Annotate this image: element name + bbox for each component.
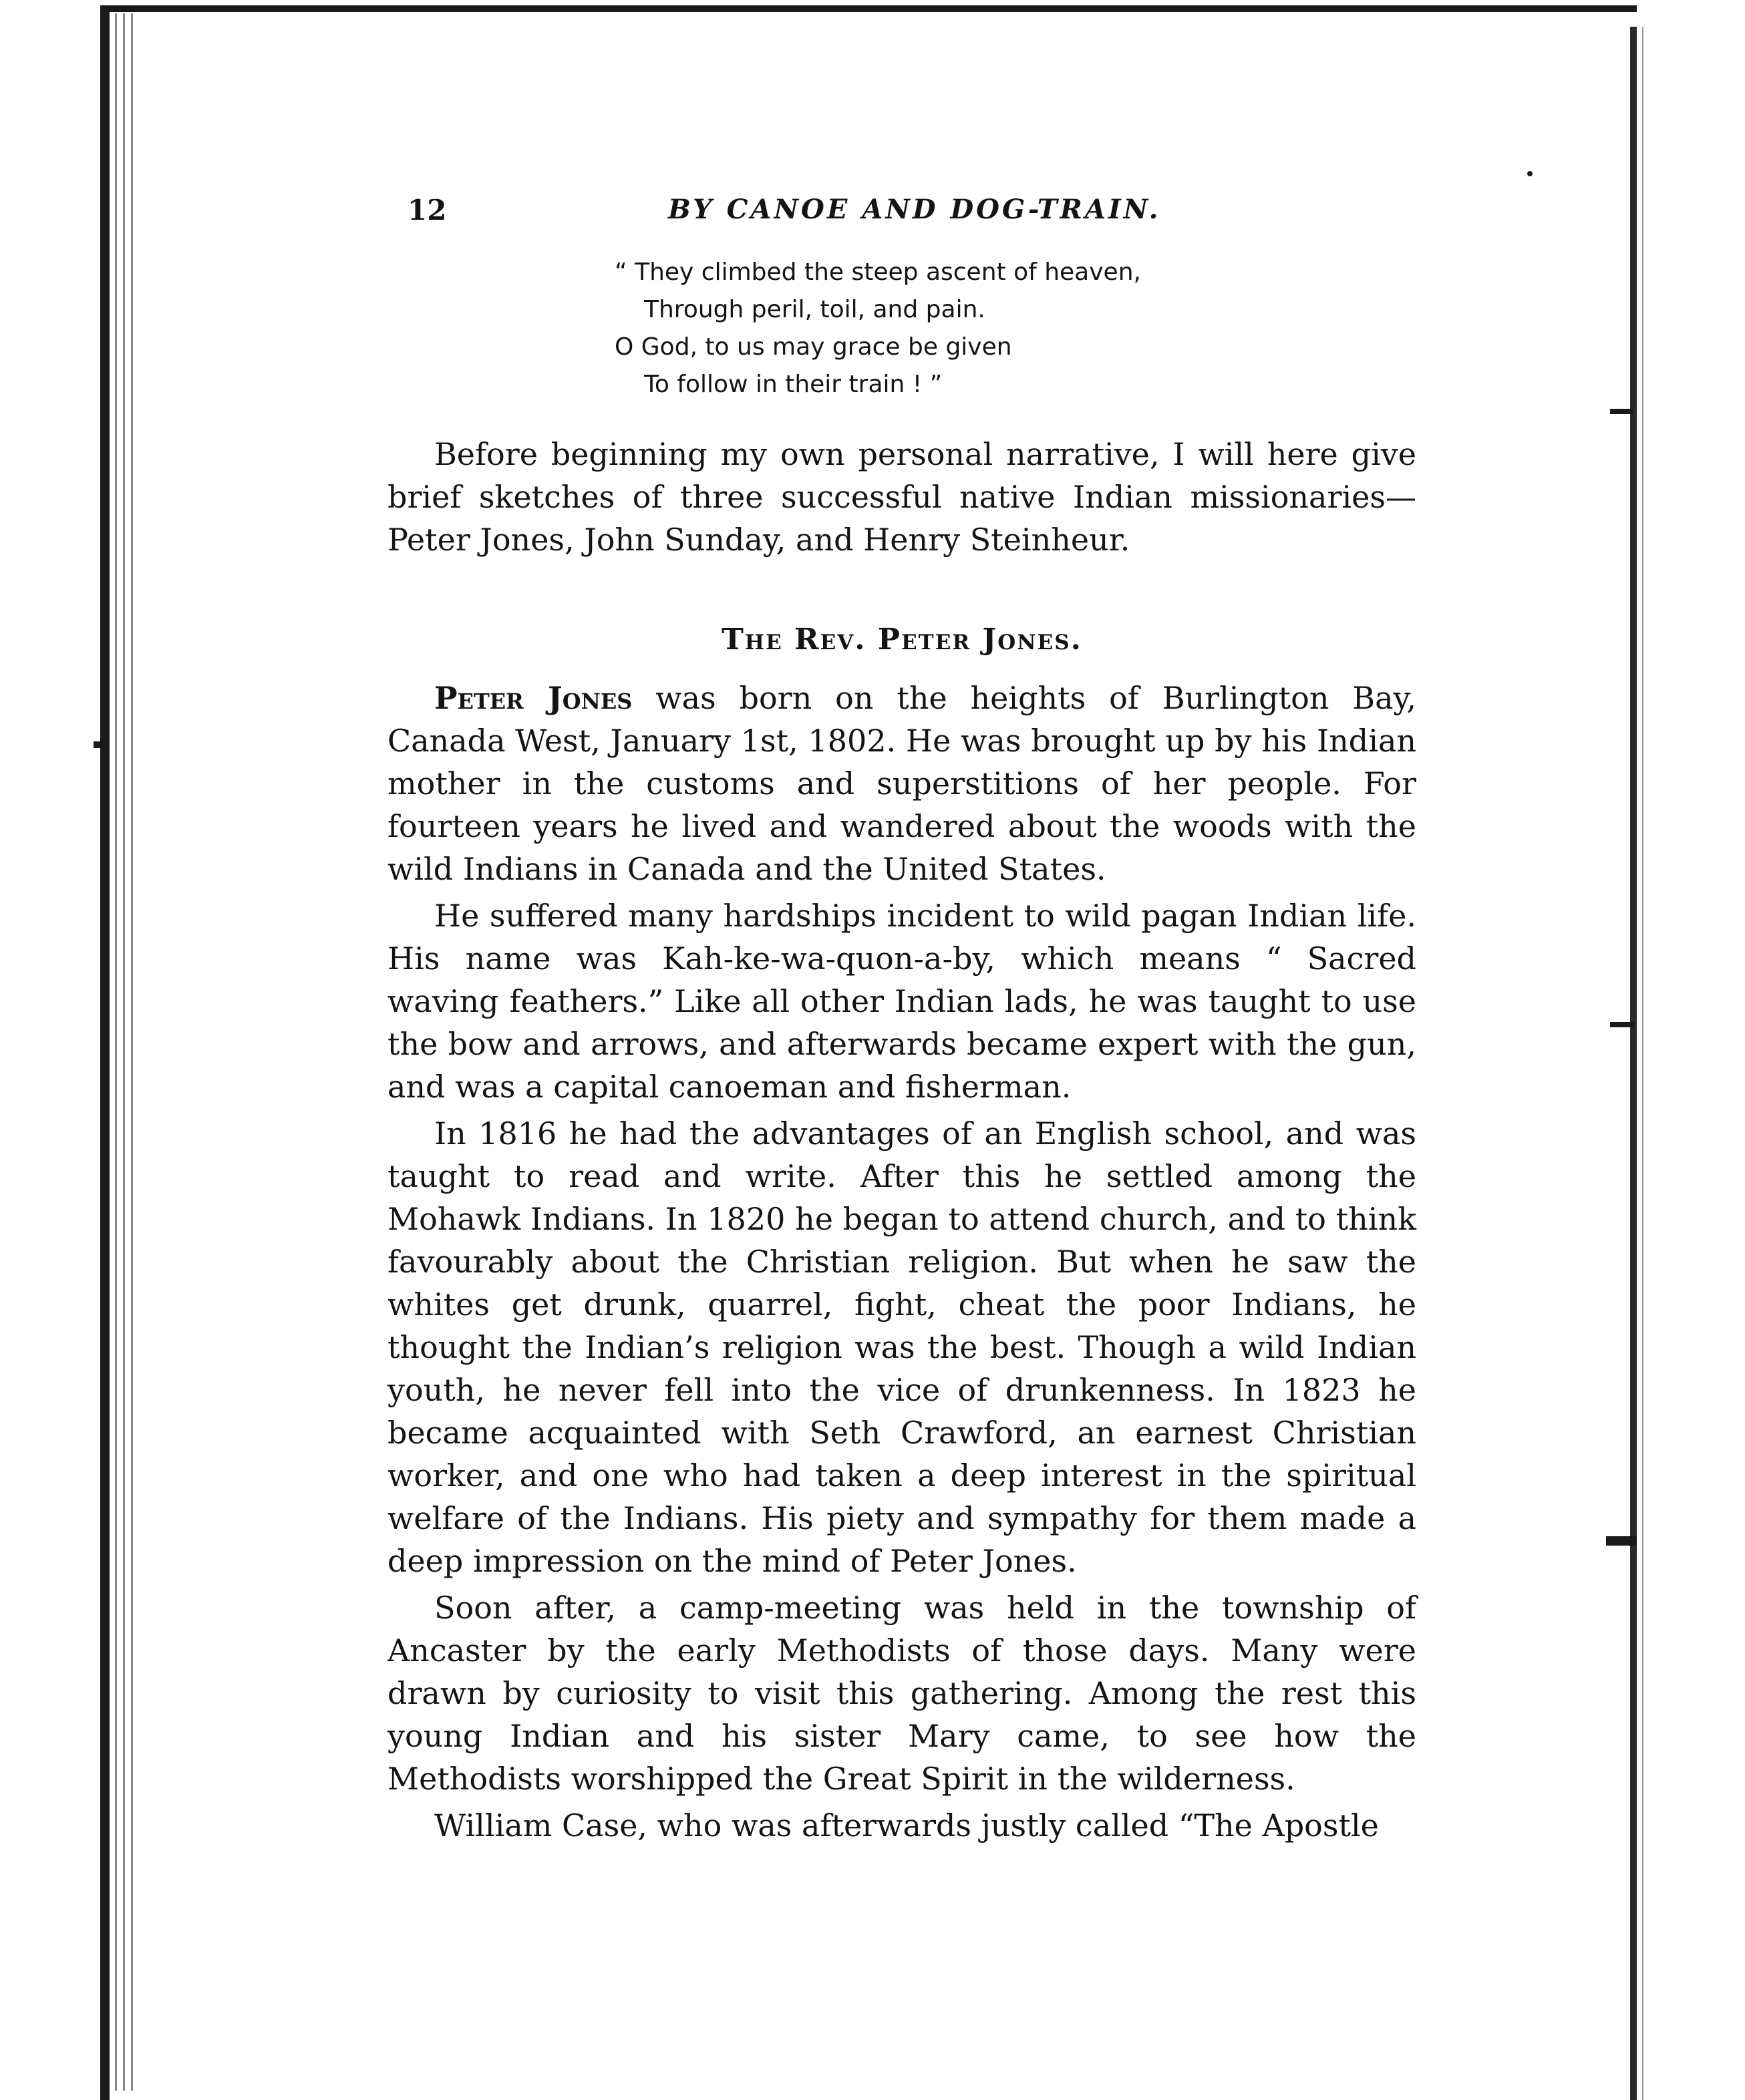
running-head: BY CANOE AND DOG-TRAIN. xyxy=(668,194,1161,225)
scan-mark xyxy=(1606,1536,1637,1546)
body-paragraph xyxy=(387,677,1416,890)
body-paragraph: In 1816 he had the advantages of an English school, and was taught to read and write. After this he settled among the Mohawk Indians. In 1820 he began to attend church, and to think favourably about the Christian religion. But when he saw the whites get drunk, quarrel, fight, cheat the poor Indians, he thought the Indian’s religion was the best. Though a wild Indian youth, he never fell into the vice of drunkenness. In 1823 he became acquainted with Seth Crawford, an earnest Christian worker, and one who had taken a deep interest in the spiritual welfare of the Indians. His piety and sympathy for them made a deep impression on the mind of Peter Jones. xyxy=(387,1115,1416,1579)
lead-name: Peter Jones xyxy=(434,680,633,716)
body-paragraph: William Case, who was afterwards justly called “The Apostle xyxy=(434,1807,1379,1844)
body-paragraph: Soon after, a camp-meeting was held in the township of Ancaster by the early Methodists of those days. Many were drawn by curiosity to visit this gathering. Among the rest this young Indian and his sister Mary came, to see how the Methodists worshipped the Great Spirit in the wilderness. xyxy=(387,1590,1416,1797)
page-edge-strip xyxy=(123,13,125,2091)
page-edge-strip xyxy=(115,13,117,2091)
page-header xyxy=(387,194,1416,247)
page-edge-strip xyxy=(131,13,133,2091)
verse-line: To follow in their train ! ” xyxy=(644,371,943,398)
scan-frame-left xyxy=(100,5,110,2100)
paragraph-text: was born on the heights of Burlington Bay, Canada West, January 1st, 1802. He was brought up by his Indian mother in the customs and superstitions of her people. For fourteen years he lived and wandered about the woods with the wild Indians in Canada and the United States. xyxy=(387,680,1416,887)
scan-frame-right xyxy=(1630,27,1637,2100)
intro-paragraph: Before beginning my own personal narrative, I will here give brief sketches of three successful native Indian missionaries—Peter Jones, John Sunday, and Henry Steinheur. xyxy=(387,436,1416,558)
page-number: 12 xyxy=(408,194,447,226)
verse-block xyxy=(615,254,1416,403)
scan-mark xyxy=(94,741,108,748)
page-content xyxy=(387,194,1416,1847)
section-heading: The Rev. Peter Jones. xyxy=(722,623,1082,657)
scan-mark xyxy=(1610,1022,1634,1027)
body-paragraph: He suffered many hardships incident to wild pagan Indian life. His name was Kah-ke-wa-quon-a-by, which means “ Sacred waving feathers.” Like all other Indian lads, he was taught to use the bow and arrows, and afterwards became expert with the gun, and was a capital canoeman and fisherman. xyxy=(387,898,1416,1105)
verse-line: O God, to us may grace be given xyxy=(615,333,1012,361)
verse-line: Through peril, toil, and pain. xyxy=(644,296,985,323)
scan-frame-top xyxy=(100,5,1637,12)
scan-frame-right-line xyxy=(1642,27,1643,2100)
scan-mark xyxy=(1527,171,1533,176)
scan-mark xyxy=(1610,409,1633,414)
verse-line: “ They climbed the steep ascent of heaven, xyxy=(615,258,1141,286)
